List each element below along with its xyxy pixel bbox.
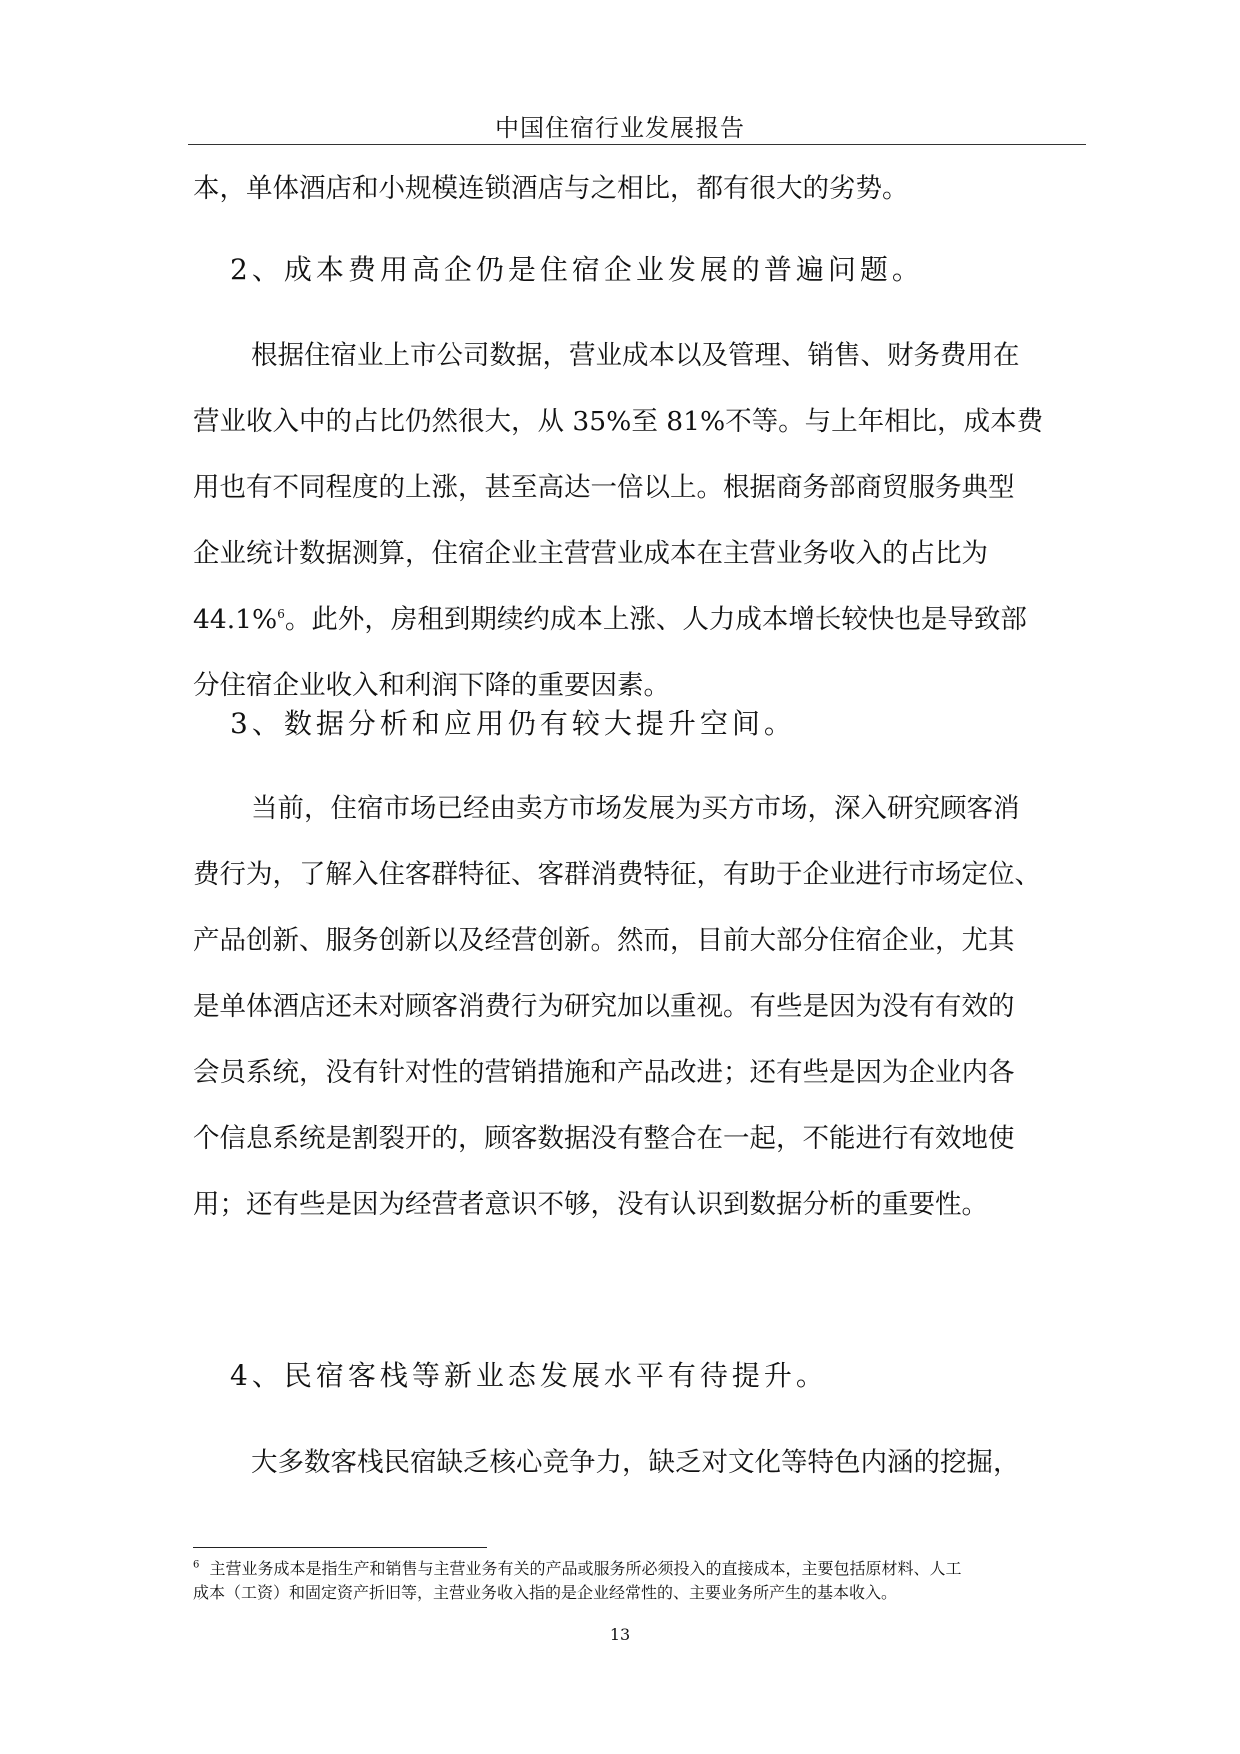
footnote-number: 6 [193,1559,200,1571]
paragraph-text: 。此外，房租到期续约成本上涨、人力成本增长较快也是导致部 [284,604,1027,635]
section-heading-2: 2、成本费用高企仍是住宿企业发展的普遍问题。 [230,253,924,286]
paragraph-line: 会员系统，没有针对性的营销措施和产品改进；还有些是因为企业内各 [193,1057,1015,1088]
page-number: 13 [609,1625,631,1644]
footnote-line [193,1557,1083,1581]
paragraph-line: 用也有不同程度的上涨，甚至高达一倍以上。根据商务部商贸服务典型 [193,472,1015,503]
paragraph-line: 本，单体酒店和小规模连锁酒店与之相比，都有很大的劣势。 [193,173,909,204]
paragraph-line: 营业收入中的占比仍然很大，从 35%至 81%不等。与上年相比，成本费 [193,406,1044,437]
paragraph-line [193,587,1083,653]
paragraph-line: 个信息系统是割裂开的，顾客数据没有整合在一起，不能进行有效地使 [193,1123,1015,1154]
paragraph-line: 是单体酒店还未对顾客消费行为研究加以重视。有些是因为没有有效的 [193,991,1015,1022]
paragraph-line: 用；还有些是因为经营者意识不够，没有认识到数据分析的重要性。 [193,1189,988,1220]
paragraph-line: 产品创新、服务创新以及经营创新。然而，目前大部分住宿企业，尤其 [193,925,1015,956]
percentage-value: 44.1% [193,604,278,635]
header-divider [188,144,1086,145]
paragraph-line: 大多数客栈民宿缺乏核心竞争力，缺乏对文化等特色内涵的挖掘， [251,1447,1020,1478]
section-4-paragraph [193,1430,1083,1496]
paragraph-line: 企业统计数据测算，住宿企业主营营业成本在主营业务收入的占比为 [193,538,988,569]
footnote [193,1557,1083,1605]
footnote-text: 主营业务成本是指生产和销售与主营业务有关的产品或服务所必须投入的直接成本，主要包括原材料、人工 [209,1559,962,1578]
section-heading-4: 4、民宿客栈等新业态发展水平有待提升。 [230,1359,828,1392]
paragraph-line: 费行为，了解入住客群特征、客群消费特征，有助于企业进行市场定位、 [193,859,1041,890]
body-intro [193,156,1083,222]
section-3-paragraph [193,776,1083,1238]
paragraph-line: 根据住宿业上市公司数据，营业成本以及管理、销售、财务费用在 [251,340,1020,371]
footnote-line: 成本（工资）和固定资产折旧等，主营业务收入指的是企业经常性的、主要业务所产生的基本收入。 [193,1583,898,1602]
paragraph-line: 分住宿企业收入和利润下降的重要因素。 [193,670,670,701]
footnote-divider [193,1547,487,1548]
section-heading-3: 3、数据分析和应用仍有较大提升空间。 [230,707,796,740]
running-header-title: 中国住宿行业发展报告 [495,114,745,142]
paragraph-line: 当前，住宿市场已经由卖方市场发展为买方市场，深入研究顾客消 [251,793,1020,824]
section-2-paragraph [193,323,1083,719]
footnote-reference[interactable]: 6 [277,607,285,622]
